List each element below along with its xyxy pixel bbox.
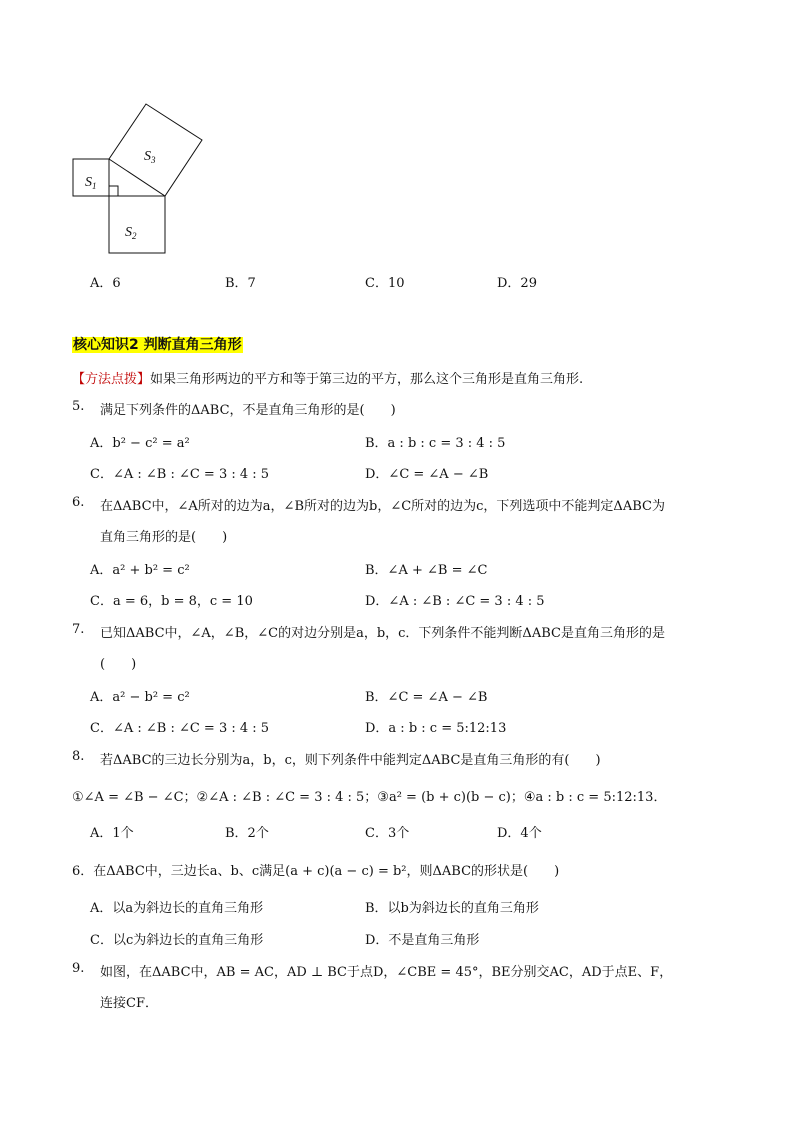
label-s2-sub: 2 <box>132 231 137 241</box>
q6-option-d: D．∠A : ∠B : ∠C = 3 : 4 : 5 <box>365 594 545 609</box>
label-s3: S <box>144 149 151 164</box>
right-angle-mark <box>109 186 118 196</box>
q7-option-b: B．∠C = ∠A − ∠B <box>365 690 488 705</box>
q4-option-a: A．6 <box>90 276 121 291</box>
q8-conditions: ①∠A = ∠B − ∠C；②∠A : ∠B : ∠C = 3 : 4 : 5；③a² = (b + c)(b − c)；④a : b : c = 5:12:13． <box>72 790 667 805</box>
label-s1-sub: 1 <box>92 181 97 191</box>
label-s2: S <box>125 225 132 240</box>
q8-number: 8. <box>72 749 85 764</box>
q5-option-c: C．∠A : ∠B : ∠C = 3 : 4 : 5 <box>90 467 270 482</box>
q6b-option-d: D．不是直角三角形 <box>365 933 480 948</box>
q7-number: 7. <box>72 622 85 637</box>
q5-option-d: D．∠C = ∠A − ∠B <box>365 467 489 482</box>
q5-option-b: B．a : b : c = 3 : 4 : 5 <box>365 436 506 451</box>
square-s3 <box>109 104 202 196</box>
q6-option-b: B．∠A + ∠B = ∠C <box>365 563 488 578</box>
label-s3-sub: 3 <box>151 155 156 165</box>
q6-option-a: A．a² + b² = c² <box>90 563 190 578</box>
q4-option-c: C．10 <box>365 276 405 291</box>
svg-text:S3 <box>144 149 156 165</box>
section-heading <box>72 334 243 354</box>
q5-option-a: A．b² − c² = a² <box>90 436 190 451</box>
q6-option-c: C．a = 6，b = 8，c = 10 <box>90 594 253 609</box>
q5-number: 5. <box>72 399 85 414</box>
label-s1: S <box>85 175 92 190</box>
q6b-option-c: C．以c为斜边长的直角三角形 <box>90 933 264 948</box>
q9-number: 9. <box>72 961 85 976</box>
q7-stem-line1: 已知ΔABC中，∠A，∠B，∠C的对边分别是a，b，c．下列条件不能判断ΔABC是直角三角形的是 <box>100 626 665 641</box>
q6b-stem: 6．在ΔABC中，三边长a、b、c满足(a + c)(a − c) = b²，则ΔABC的形状是( ) <box>72 864 560 879</box>
q8-option-b: B．2个 <box>225 826 269 841</box>
q7-option-d: D．a : b : c = 5:12:13 <box>365 721 507 736</box>
q8-option-a: A．1个 <box>90 826 134 841</box>
section-title: 核心知识2 判断直角三角形 <box>73 337 242 353</box>
q7-option-a: A．a² − b² = c² <box>90 690 190 705</box>
q5-stem: 满足下列条件的ΔABC，不是直角三角形的是( ) <box>100 403 396 418</box>
q8-option-c: C．3个 <box>365 826 410 841</box>
q8-option-d: D．4个 <box>497 826 542 841</box>
pythagoras-squares-figure <box>70 100 210 260</box>
q6-stem-line1: 在ΔABC中，∠A所对的边为a，∠B所对的边为b，∠C所对的边为c，下列选项中不能判定ΔABC为 <box>100 499 665 514</box>
q7-option-c: C．∠A : ∠B : ∠C = 3 : 4 : 5 <box>90 721 270 736</box>
q6-number: 6. <box>72 495 85 510</box>
svg-text:S1 <box>85 175 97 191</box>
method-tip <box>72 368 583 387</box>
q9-stem-line2: 连接CF． <box>100 996 158 1011</box>
q8-stem: 若ΔABC的三边长分别为a，b，c，则下列条件中能判定ΔABC是直角三角形的有( ) <box>100 753 601 768</box>
q9-stem-line1: 如图，在ΔABC中，AB = AC，AD ⊥ BC于点D，∠CBE = 45°，BE分别交AC，AD于点E、F， <box>100 965 673 980</box>
q6-stem-line2: 直角三角形的是( ) <box>100 530 228 545</box>
square-s2 <box>109 196 165 253</box>
q6b-option-b: B．以b为斜边长的直角三角形 <box>365 901 539 916</box>
svg-text:S2 <box>125 225 137 241</box>
q4-option-b: B．7 <box>225 276 256 291</box>
q7-stem-line2: ( ) <box>100 657 137 672</box>
method-text: 如果三角形两边的平方和等于第三边的平方，那么这个三角形是直角三角形. <box>150 372 584 387</box>
method-tag: 【方法点拨】 <box>72 372 151 387</box>
q4-option-d: D．29 <box>497 276 537 291</box>
q6b-option-a: A．以a为斜边长的直角三角形 <box>90 901 264 916</box>
